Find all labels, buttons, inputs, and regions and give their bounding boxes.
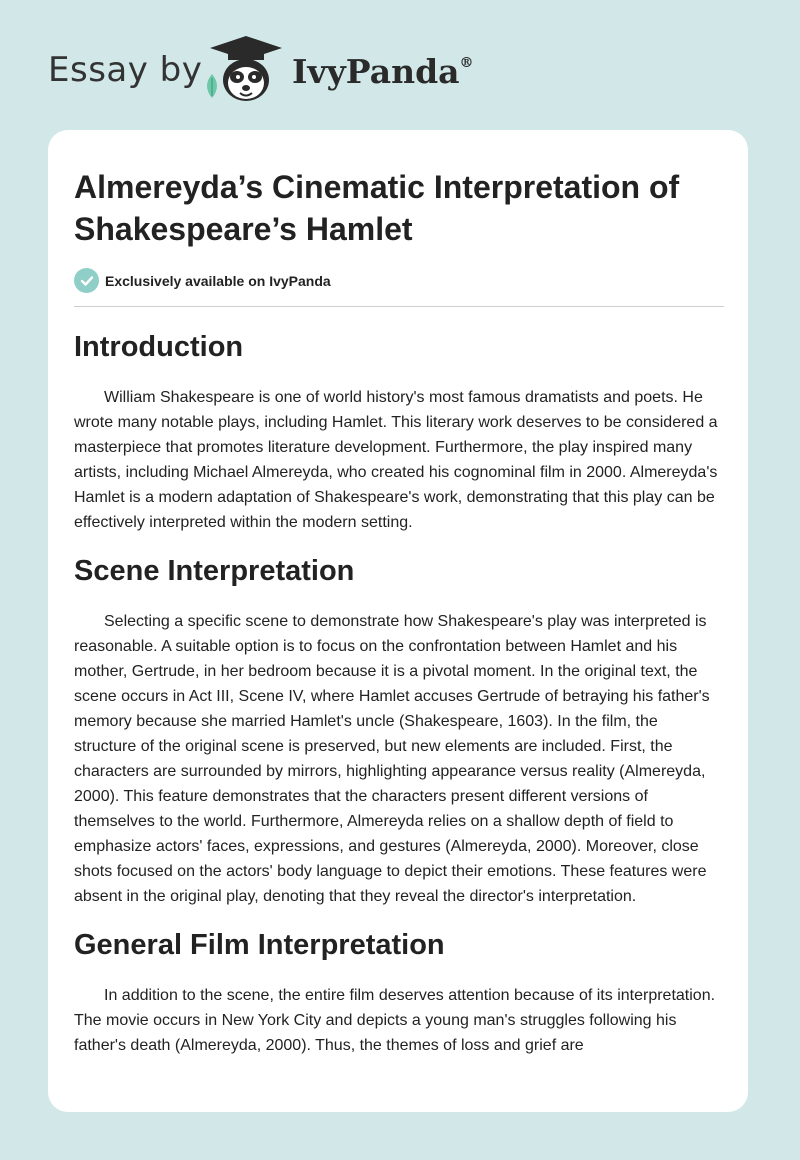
section-heading-introduction: Introduction: [74, 331, 244, 363]
essay-title: Almereyda’s Cinematic Interpretation of Shakespeare’s Hamlet: [74, 169, 680, 247]
exclusive-badge-text: Exclusively available on IvyPanda: [105, 272, 331, 289]
section-heading-scene-interpretation: Scene Interpretation: [74, 555, 355, 587]
section-paragraph-introduction: William Shakespeare is one of world history's most famous dramatists and poets. He wrote many notable plays, including Hamlet. This literary work deserves to be considered a masterpiece that promotes literature development. Furthermore, the play inspired many artists, including Michael Almereyda, who created his cognominal film in 2000. Almereyda's Hamlet is a modern adaptation of Shakespeare's work, demonstrating that this play can be effectively interpreted within the modern setting.: [74, 389, 718, 531]
site-header: [0, 0, 800, 130]
section-paragraph-general-film-interpretation: In addition to the scene, the entire film deserves attention because of its interpretation. The movie occurs in New York City and depicts a young man's struggles following his father's death (Almereyda, 2000). Thus, the themes of loss and grief are: [74, 987, 716, 1054]
section-paragraph-scene-interpretation: Selecting a specific scene to demonstrate how Shakespeare's play was interpreted is reasonable. A suitable option is to focus on the confrontation between Hamlet and his mother, Gertrude, in her bedroom because it is a pivotal moment. In the original text, the scene occurs in Act III, Scene IV, where Hamlet accuses Gertrude of betraying his father's memory because she married Hamlet's uncle (Shakespeare, 1603). In the film, the structure of the original scene is preserved, but new elements are included. First, the characters are surrounded by mirrors, highlighting appearance versus reality (Almereyda, 2000). This feature demonstrates that the characters present different versions of themselves to the world. Furthermore, Almereyda relies on a shallow depth of field to emphasize actors' faces, expressions, and gestures (Almereyda, 2000). Moreover, close shots focused on the actors' body language to depict their emotions. These features were absent in the original play, denoting that they reveal the director's interpretation.: [74, 613, 710, 905]
exclusive-badge: [74, 268, 724, 293]
essay-by-label: Essay by: [48, 50, 203, 90]
check-icon: [74, 268, 99, 293]
section-heading-general-film-interpretation: General Film Interpretation: [74, 929, 445, 961]
brand-logo-text[interactable]: IvyPanda®: [292, 52, 474, 91]
title-divider: [74, 306, 724, 307]
panda-graduate-icon: [200, 34, 292, 108]
essay-card: [48, 130, 748, 1112]
